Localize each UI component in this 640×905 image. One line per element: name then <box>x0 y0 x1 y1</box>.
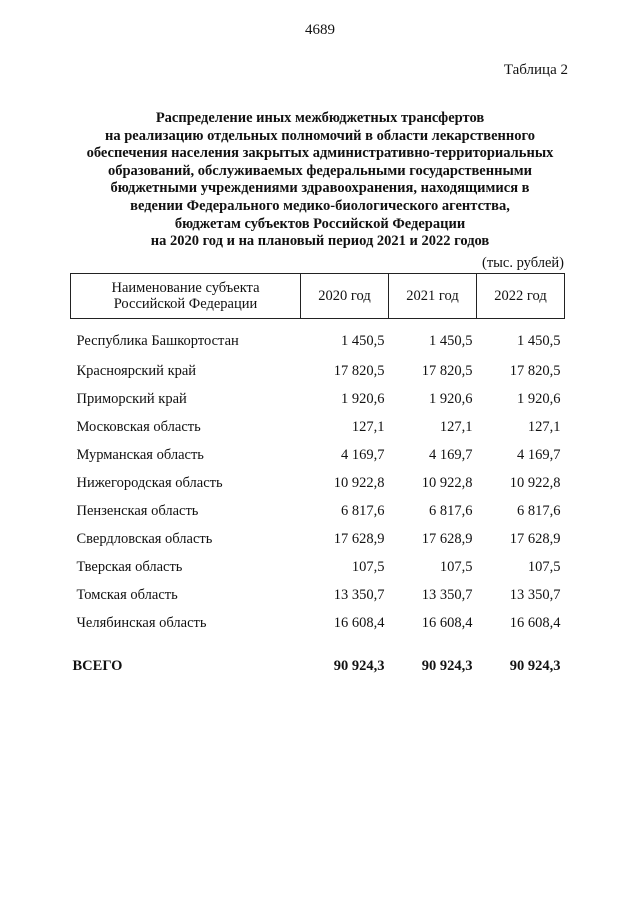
table-row <box>71 385 565 413</box>
subject-name-cell: Свердловская область <box>76 530 213 547</box>
table-row <box>71 319 565 358</box>
value-2022-cell: 107,5 <box>527 558 561 575</box>
subject-name-cell: Приморский край <box>76 390 187 407</box>
value-2021-cell: 17 820,5 <box>421 362 473 379</box>
title-line: Распределение иных межбюджетных трансфертов <box>155 110 485 126</box>
value-2021-cell: 13 350,7 <box>421 586 473 603</box>
subject-name-cell: Мурманская область <box>76 446 204 463</box>
table-row <box>71 413 565 441</box>
table-row <box>71 581 565 609</box>
value-2022-cell: 1 450,5 <box>517 332 561 349</box>
header-year-2020: 2020 год <box>301 274 389 319</box>
value-2022-cell: 127,1 <box>527 418 561 435</box>
transfers-table <box>70 273 565 687</box>
value-2021-cell: 1 920,6 <box>429 390 473 407</box>
table-label: Таблица 2 <box>503 62 568 78</box>
title-line: бюджетам субъектов Российской Федерации <box>174 215 466 232</box>
value-2021-cell: 10 922,8 <box>421 474 473 491</box>
subject-name-cell: Красноярский край <box>76 362 197 379</box>
value-2021-cell: 16 608,4 <box>421 614 473 631</box>
value-2020-cell: 13 350,7 <box>333 586 385 603</box>
value-2020-cell: 17 628,9 <box>333 530 385 547</box>
table-row <box>71 609 565 637</box>
title-line: на 2020 год и на плановый период 2021 и 2022 годов <box>150 233 490 250</box>
total-row <box>71 637 565 687</box>
total-2020: 90 924,3 <box>333 657 385 674</box>
total-2021: 90 924,3 <box>421 657 473 674</box>
value-2020-cell: 10 922,8 <box>333 474 385 491</box>
value-2020-cell: 1 450,5 <box>341 332 385 349</box>
value-2020-cell: 107,5 <box>351 558 385 575</box>
value-2022-cell: 17 820,5 <box>509 362 561 379</box>
value-2021-cell: 127,1 <box>439 418 473 435</box>
table-body <box>71 319 565 688</box>
value-2022-cell: 17 628,9 <box>509 530 561 547</box>
subject-name-cell: Московская область <box>76 418 201 435</box>
value-2022-cell: 6 817,6 <box>517 502 561 519</box>
title-line: ведении Федерального медико-биологического агентства, <box>130 197 510 214</box>
title-line: обеспечения населения закрытых административно-территориальных <box>86 145 554 162</box>
value-2021-cell: 6 817,6 <box>429 502 473 519</box>
subject-name-cell: Нижегородская область <box>76 474 223 491</box>
header-year-2021: 2021 год <box>389 274 477 319</box>
value-2020-cell: 16 608,4 <box>333 614 385 631</box>
value-2022-cell: 1 920,6 <box>517 390 561 407</box>
subject-name-cell: Тверская область <box>76 558 183 575</box>
subject-name-cell: Республика Башкортостан <box>76 332 239 349</box>
total-label: ВСЕГО <box>72 657 123 674</box>
value-2020-cell: 17 820,5 <box>333 362 385 379</box>
value-2022-cell: 10 922,8 <box>509 474 561 491</box>
value-2022-cell: 16 608,4 <box>509 614 561 631</box>
value-2021-cell: 107,5 <box>439 558 473 575</box>
header-year-2022: 2022 год <box>477 274 565 319</box>
subject-name-cell: Пензенская область <box>76 502 199 519</box>
table-row <box>71 469 565 497</box>
table-row <box>71 357 565 385</box>
units-label: (тыс. рублей) <box>482 255 564 271</box>
table-row <box>71 441 565 469</box>
header-subject-name: Наименование субъекта Российской Федерации <box>71 274 301 319</box>
value-2021-cell: 4 169,7 <box>429 446 473 463</box>
subject-name-cell: Томская область <box>76 586 178 603</box>
table-row <box>71 497 565 525</box>
page-number: 4689 <box>305 22 335 38</box>
value-2020-cell: 1 920,6 <box>341 390 385 407</box>
subject-name-cell: Челябинская область <box>76 614 207 631</box>
table-header-row <box>71 274 565 319</box>
title-line: бюджетными учреждениями здравоохранения, находящимися в <box>110 180 530 197</box>
value-2021-cell: 17 628,9 <box>421 530 473 547</box>
value-2022-cell: 13 350,7 <box>509 586 561 603</box>
title-line: на реализацию отдельных полномочий в области лекарственного <box>105 127 535 144</box>
value-2021-cell: 1 450,5 <box>429 332 473 349</box>
value-2020-cell: 4 169,7 <box>341 446 385 463</box>
title-line: образований, обслуживаемых федеральными государственными <box>107 162 533 179</box>
table-row <box>71 525 565 553</box>
value-2020-cell: 127,1 <box>351 418 385 435</box>
table-row <box>71 553 565 581</box>
value-2020-cell: 6 817,6 <box>341 502 385 519</box>
document-title <box>60 110 580 251</box>
value-2022-cell: 4 169,7 <box>517 446 561 463</box>
total-2022: 90 924,3 <box>509 657 561 674</box>
